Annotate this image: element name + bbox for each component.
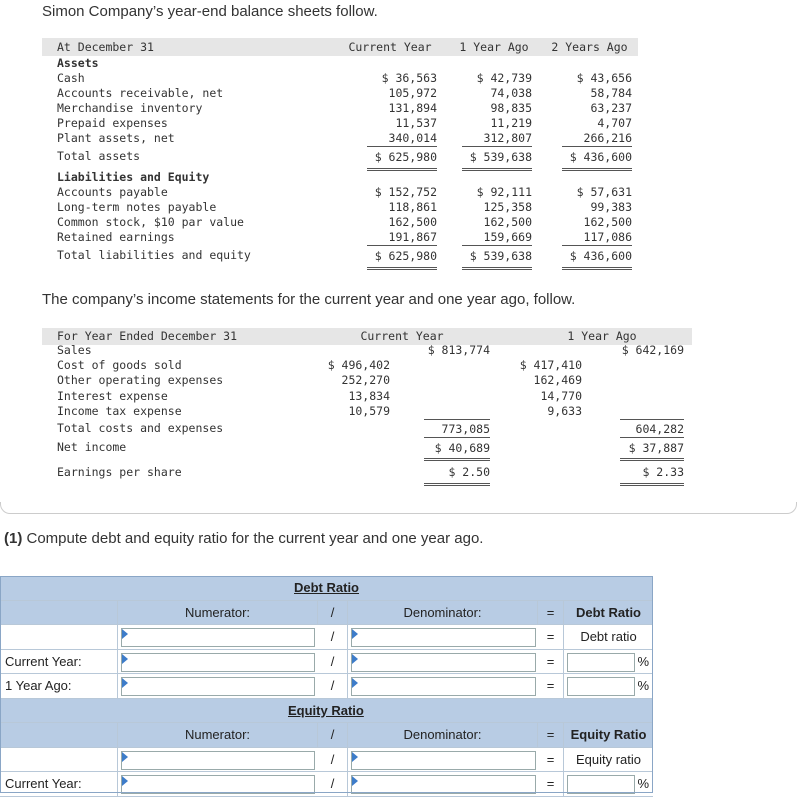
is-row-eps bbox=[42, 461, 692, 485]
is-row-tax bbox=[42, 404, 692, 419]
is-header-label: For Year Ended December 31 bbox=[57, 329, 238, 343]
row-label: Accounts receivable, net bbox=[57, 86, 224, 100]
value: 63,237 bbox=[590, 101, 632, 115]
value: 10,579 bbox=[348, 403, 390, 418]
equals: = bbox=[538, 601, 564, 625]
current-year-label: Current Year: bbox=[0, 772, 118, 796]
row-label: Earnings per share bbox=[57, 464, 182, 479]
is-row-net-income bbox=[42, 437, 692, 459]
value: $ 43,656 bbox=[576, 71, 632, 85]
bs-row-plant bbox=[42, 131, 638, 146]
dropdown-arrow-icon bbox=[122, 629, 128, 639]
numerator-label: Numerator: bbox=[118, 723, 318, 747]
value: 125,358 bbox=[483, 200, 532, 214]
value: 14,770 bbox=[540, 388, 582, 403]
value: $ 92,111 bbox=[476, 185, 532, 199]
debt-ratio-title: Debt Ratio bbox=[294, 580, 359, 596]
label-cell bbox=[0, 625, 118, 649]
value: 162,500 bbox=[388, 215, 437, 229]
row-label: Other operating expenses bbox=[57, 373, 224, 388]
value: 773,085 bbox=[424, 419, 490, 438]
equals: = bbox=[538, 748, 564, 772]
one-year-ago-label: 1 Year Ago: bbox=[0, 674, 118, 698]
balance-sheet bbox=[42, 38, 638, 266]
numerator-input[interactable] bbox=[121, 628, 315, 647]
percent-sign: % bbox=[637, 678, 649, 694]
value: 312,807 bbox=[483, 131, 532, 145]
bs-row-ar bbox=[42, 86, 638, 101]
value: 252,270 bbox=[341, 373, 390, 388]
row-label: Interest expense bbox=[57, 388, 168, 403]
dropdown-arrow-icon bbox=[352, 752, 358, 762]
value: $ 57,631 bbox=[576, 185, 632, 199]
dropdown-arrow-icon bbox=[122, 654, 128, 664]
value: 117,086 bbox=[583, 230, 632, 244]
row-label: Total assets bbox=[57, 149, 141, 163]
label-cell bbox=[0, 748, 118, 772]
percent-sign: % bbox=[637, 653, 649, 669]
value: 162,469 bbox=[533, 373, 582, 388]
row-label: Cash bbox=[57, 71, 85, 85]
value: $ 539,638 bbox=[462, 245, 532, 270]
row-label: Prepaid expenses bbox=[57, 116, 168, 130]
is-col-current: Current Year bbox=[360, 329, 444, 343]
equals: = bbox=[538, 772, 564, 796]
value: 191,867 bbox=[388, 230, 437, 244]
section-divider bbox=[0, 502, 797, 514]
row-label: Retained earnings bbox=[57, 230, 175, 244]
question-text bbox=[4, 530, 483, 547]
row-label: Accounts payable bbox=[57, 185, 168, 199]
intro-text-2: The company’s income statements for the current year and one year ago, follow. bbox=[42, 291, 576, 308]
value: 11,219 bbox=[490, 116, 532, 130]
value: 266,216 bbox=[583, 131, 632, 145]
slash: / bbox=[318, 772, 348, 796]
value: 74,038 bbox=[490, 86, 532, 100]
value: $ 642,169 bbox=[621, 343, 684, 357]
equity-row-formula bbox=[0, 748, 653, 773]
value: 98,835 bbox=[490, 101, 532, 115]
dropdown-arrow-icon bbox=[352, 629, 358, 639]
row-label: Total costs and expenses bbox=[57, 420, 224, 435]
value: $ 436,600 bbox=[562, 146, 632, 171]
value: $ 37,887 bbox=[620, 437, 684, 461]
value: 4,707 bbox=[597, 116, 632, 130]
denominator-input[interactable] bbox=[351, 751, 536, 770]
equals: = bbox=[538, 625, 564, 649]
equity-header-row bbox=[0, 723, 653, 748]
equals: = bbox=[538, 650, 564, 674]
equity-ratio-title: Equity Ratio bbox=[288, 702, 364, 718]
bs-row-retained bbox=[42, 230, 638, 245]
value: $ 417,410 bbox=[519, 358, 582, 373]
row-label: Plant assets, net bbox=[57, 131, 175, 145]
assets-heading: Assets bbox=[57, 56, 99, 70]
value: $ 625,980 bbox=[367, 245, 437, 270]
value: 9,633 bbox=[547, 403, 582, 418]
denominator-input[interactable] bbox=[351, 775, 536, 794]
value: 13,834 bbox=[348, 388, 390, 403]
value: $ 436,600 bbox=[562, 245, 632, 270]
value: 162,500 bbox=[583, 215, 632, 229]
value: $ 496,402 bbox=[327, 358, 390, 373]
row-label: Total liabilities and equity bbox=[57, 248, 251, 262]
value: 159,669 bbox=[483, 230, 532, 244]
value: 604,282 bbox=[620, 419, 684, 438]
value: $ 625,980 bbox=[367, 146, 437, 171]
intro-text: Simon Company’s year-end balance sheets follow. bbox=[42, 3, 378, 20]
bs-row-cash bbox=[42, 71, 638, 86]
row-label: Income tax expense bbox=[57, 403, 182, 418]
dropdown-arrow-icon bbox=[122, 776, 128, 786]
bs-col-1yr: 1 Year Ago bbox=[459, 40, 529, 54]
debt-result-head: Debt Ratio bbox=[576, 604, 641, 620]
bs-header bbox=[42, 38, 638, 56]
row-label: Cost of goods sold bbox=[57, 358, 182, 373]
value: 118,861 bbox=[388, 200, 437, 214]
value: 131,894 bbox=[388, 101, 437, 115]
bs-row-total-liab bbox=[42, 245, 638, 266]
bs-row-prepaid bbox=[42, 116, 638, 131]
is-row-total-costs bbox=[42, 419, 692, 437]
slash: / bbox=[318, 723, 348, 747]
debt-result-sub: Debt ratio bbox=[580, 629, 637, 645]
numerator-input[interactable] bbox=[121, 677, 315, 696]
debt-ratio-title-row bbox=[0, 576, 653, 601]
bs-row-ltnotes bbox=[42, 200, 638, 215]
dropdown-arrow-icon bbox=[122, 678, 128, 688]
numerator-label: Numerator: bbox=[118, 601, 318, 625]
is-row-cogs bbox=[42, 358, 692, 373]
value: $ 152,752 bbox=[374, 185, 437, 199]
value: 11,537 bbox=[395, 116, 437, 130]
value: $ 539,638 bbox=[462, 146, 532, 171]
value: $ 42,739 bbox=[476, 71, 532, 85]
denominator-label: Denominator: bbox=[348, 601, 538, 625]
denominator-input[interactable] bbox=[351, 677, 536, 696]
slash: / bbox=[318, 748, 348, 772]
liab-heading: Liabilities and Equity bbox=[57, 170, 210, 184]
dropdown-arrow-icon bbox=[352, 776, 358, 786]
percent-sign: % bbox=[637, 776, 649, 792]
value: 162,500 bbox=[483, 215, 532, 229]
bs-row-common bbox=[42, 215, 638, 230]
slash: / bbox=[318, 625, 348, 649]
value: $ 2.33 bbox=[620, 461, 684, 486]
denominator-label: Denominator: bbox=[348, 723, 538, 747]
bs-col-current: Current Year bbox=[348, 40, 432, 54]
question-number: (1) bbox=[4, 530, 23, 547]
dropdown-arrow-icon bbox=[352, 654, 358, 664]
label-cell bbox=[0, 601, 118, 625]
is-row-interest bbox=[42, 389, 692, 404]
row-label: Common stock, $10 par value bbox=[57, 215, 244, 229]
row-label: Merchandise inventory bbox=[57, 101, 203, 115]
equals: = bbox=[538, 723, 564, 747]
bs-row-total-assets bbox=[42, 146, 638, 167]
income-statement bbox=[42, 328, 692, 485]
denominator-input[interactable] bbox=[351, 628, 536, 647]
question-body: Compute debt and equity ratio for the current year and one year ago. bbox=[22, 530, 484, 547]
debt-header-row bbox=[0, 601, 653, 626]
value: $ 2.50 bbox=[424, 461, 490, 486]
value: $ 813,774 bbox=[427, 343, 490, 357]
value: $ 40,689 bbox=[424, 437, 490, 461]
value: 340,014 bbox=[388, 131, 437, 145]
bs-row-ap bbox=[42, 185, 638, 200]
dropdown-arrow-icon bbox=[352, 678, 358, 688]
slash: / bbox=[318, 601, 348, 625]
debt-row-formula bbox=[0, 625, 653, 650]
label-cell bbox=[0, 723, 118, 747]
row-label: Net income bbox=[57, 439, 127, 454]
row-label: Sales bbox=[57, 343, 92, 357]
ratio-table bbox=[0, 576, 653, 797]
equals: = bbox=[538, 674, 564, 698]
slash: / bbox=[318, 674, 348, 698]
equity-ratio-title-row bbox=[0, 699, 653, 724]
row-label: Long-term notes payable bbox=[57, 200, 217, 214]
numerator-input[interactable] bbox=[121, 751, 315, 770]
numerator-input[interactable] bbox=[121, 775, 315, 794]
value: 99,383 bbox=[590, 200, 632, 214]
denominator-input[interactable] bbox=[351, 653, 536, 672]
equity-result-sub: Equity ratio bbox=[575, 751, 642, 767]
debt-row-prior bbox=[0, 674, 653, 699]
slash: / bbox=[318, 650, 348, 674]
is-row-opex bbox=[42, 373, 692, 388]
equity-result-head: Equity Ratio bbox=[570, 727, 647, 743]
numerator-input[interactable] bbox=[121, 653, 315, 672]
debt-row-current bbox=[0, 650, 653, 675]
is-row-sales bbox=[42, 343, 692, 358]
value: 58,784 bbox=[590, 86, 632, 100]
bs-col-2yr: 2 Years Ago bbox=[551, 40, 628, 54]
value: 105,972 bbox=[388, 86, 437, 100]
bs-header-label: At December 31 bbox=[57, 40, 154, 54]
current-year-label: Current Year: bbox=[0, 650, 118, 674]
bs-row-inventory bbox=[42, 101, 638, 116]
value: $ 36,563 bbox=[381, 71, 437, 85]
is-col-prior: 1 Year Ago bbox=[567, 329, 637, 343]
dropdown-arrow-icon bbox=[122, 752, 128, 762]
